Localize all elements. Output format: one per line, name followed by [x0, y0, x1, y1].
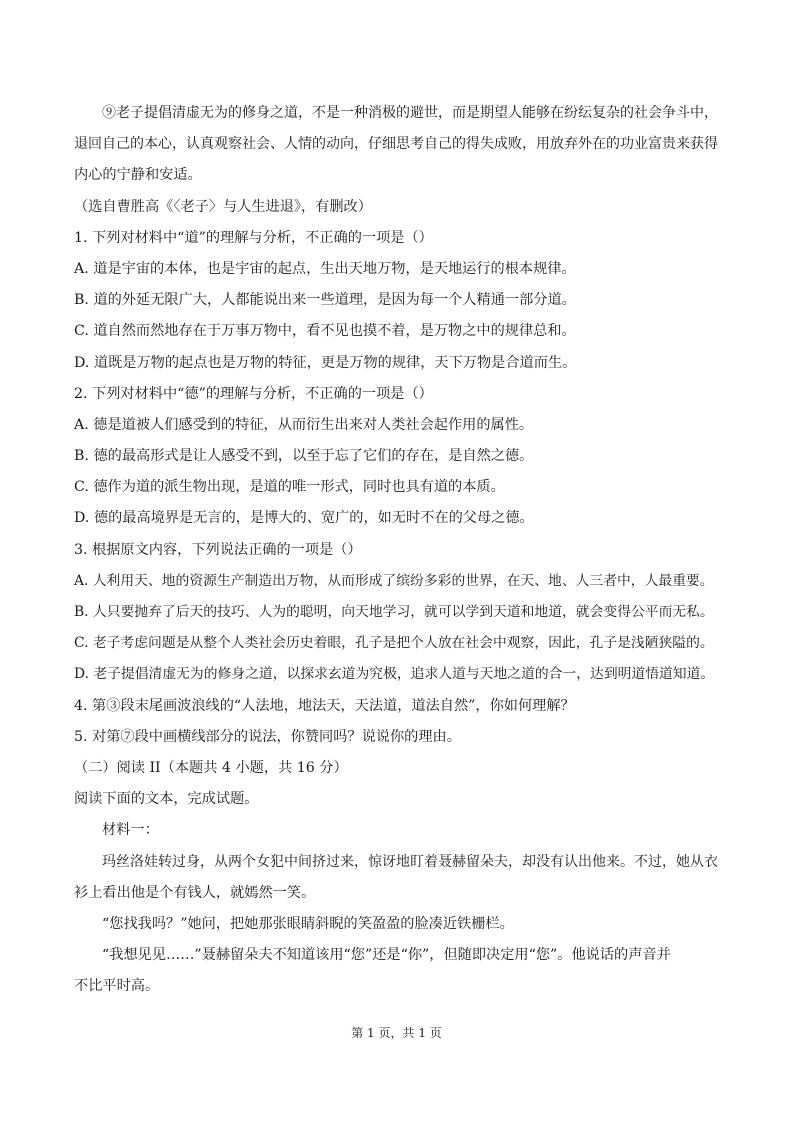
question-1-option-a: A. 道是宇宙的本体，也是宇宙的起点，生出天地万物，是天地运行的根本规律。	[74, 260, 576, 277]
question-3-option-b: B. 人只要抛弃了后天的技巧、人为的聪明，向天地学习，就可以学到天道和地道，就会变得公平而无私。	[74, 604, 714, 620]
question-3-stem: 3. 根据原文内容，下列说法正确的一项是（）	[74, 541, 362, 558]
passage-paragraph-9-line-3: 内心的宁静和安适。	[74, 167, 202, 184]
story-paragraph-1-line-2: 衫上看出他是个有钱人，就嫣然一笑。	[74, 884, 316, 901]
question-5: 5. 对第⑦段中画横线部分的说法，你赞同吗？说说你的理由。	[74, 728, 461, 745]
question-2-option-b: B. 德的最高形式是让人感受不到，以至于忘了它们的存在，是自然之德。	[74, 448, 534, 465]
passage-paragraph-9-line-1: ⑨老子提倡清虚无为的修身之道，不是一种消极的避世，而是期望人能够在纷纭复杂的社会争斗中，	[102, 105, 718, 121]
question-3-option-d: D. 老子提倡清虚无为的修身之道，以探求玄道为究极，追求人道与天地之道的合一，达到明道悟道知道。	[74, 666, 715, 683]
question-2-stem: 2. 下列对材料中“德”的理解与分析，不正确的一项是（）	[74, 385, 433, 402]
question-2-option-c: C. 德作为道的派生物出现，是道的唯一形式，同时也具有道的本质。	[74, 479, 505, 496]
story-paragraph-2: “您找我吗？”她问，把她那张眼睛斜睨的笑盈盈的脸凑近铁栅栏。	[102, 915, 514, 932]
question-1-option-c: C. 道自然而然地存在于万事万物中，看不见也摸不着，是万物之中的规律总和。	[74, 323, 576, 340]
question-2-option-d: D. 德的最高境界是无言的，是博大的、宽广的，如无时不在的父母之德。	[74, 510, 534, 527]
story-paragraph-1-line-1: 玛丝洛娃转过身，从两个女犯中间挤过来，惊讶地盯着聂赫留朵夫，却没有认出他来。不过，她从衣	[102, 853, 718, 870]
question-1-stem: 1. 下列对材料中“道”的理解与分析，不正确的一项是（）	[74, 229, 433, 246]
question-1-option-b: B. 道的外延无限广大，人都能说出来一些道理，是因为每一个人精通一部分道。	[74, 292, 576, 309]
passage-source: （选自曹胜高《〈老子〉与人生进退》，有删改）	[74, 198, 372, 215]
section-2-title: （二）阅读 II（本题共 4 小题，共 16 分）	[74, 759, 348, 776]
story-paragraph-3-line-2: 不比平时高。	[74, 978, 160, 995]
question-1-option-d: D. 道既是万物的起点也是万物的特征，更是万物的规律，天下万物是合道而生。	[74, 354, 577, 371]
question-3-option-c: C. 老子考虑问题是从整个人类社会历史着眼，孔子是把个人放在社会中观察，因此，孔子是浅陋狭隘的。	[74, 635, 714, 652]
story-paragraph-3-line-1: “我想见见……”聂赫留朵夫不知道该用“您”还是“你”，但随即决定用“您”。他说话的声音并	[102, 947, 671, 964]
material-label: 材料一：	[102, 822, 159, 839]
exam-page-body	[74, 98, 722, 1002]
question-2-option-a: A. 德是道被人们感受到的特征，从而衍生出来对人类社会起作用的属性。	[74, 416, 534, 433]
page-footer: 第 1 页，共 1 页	[351, 1026, 442, 1040]
question-4: 4. 第③段末尾画波浪线的“人法地，地法天，天法道，道法自然”，你如何理解？	[74, 697, 575, 714]
question-3-option-a: A. 人利用天、地的资源生产制造出万物，从而形成了缤纷多彩的世界，在天、地、人三者中，人最重要。	[74, 572, 714, 589]
passage-paragraph-9-line-2: 退回自己的本心，认真观察社会、人情的动向，仔细思考自己的得失成败，用放弃外在的功业富贵来获得	[74, 136, 718, 153]
section-2-instruction: 阅读下面的文本，完成试题。	[74, 791, 259, 808]
